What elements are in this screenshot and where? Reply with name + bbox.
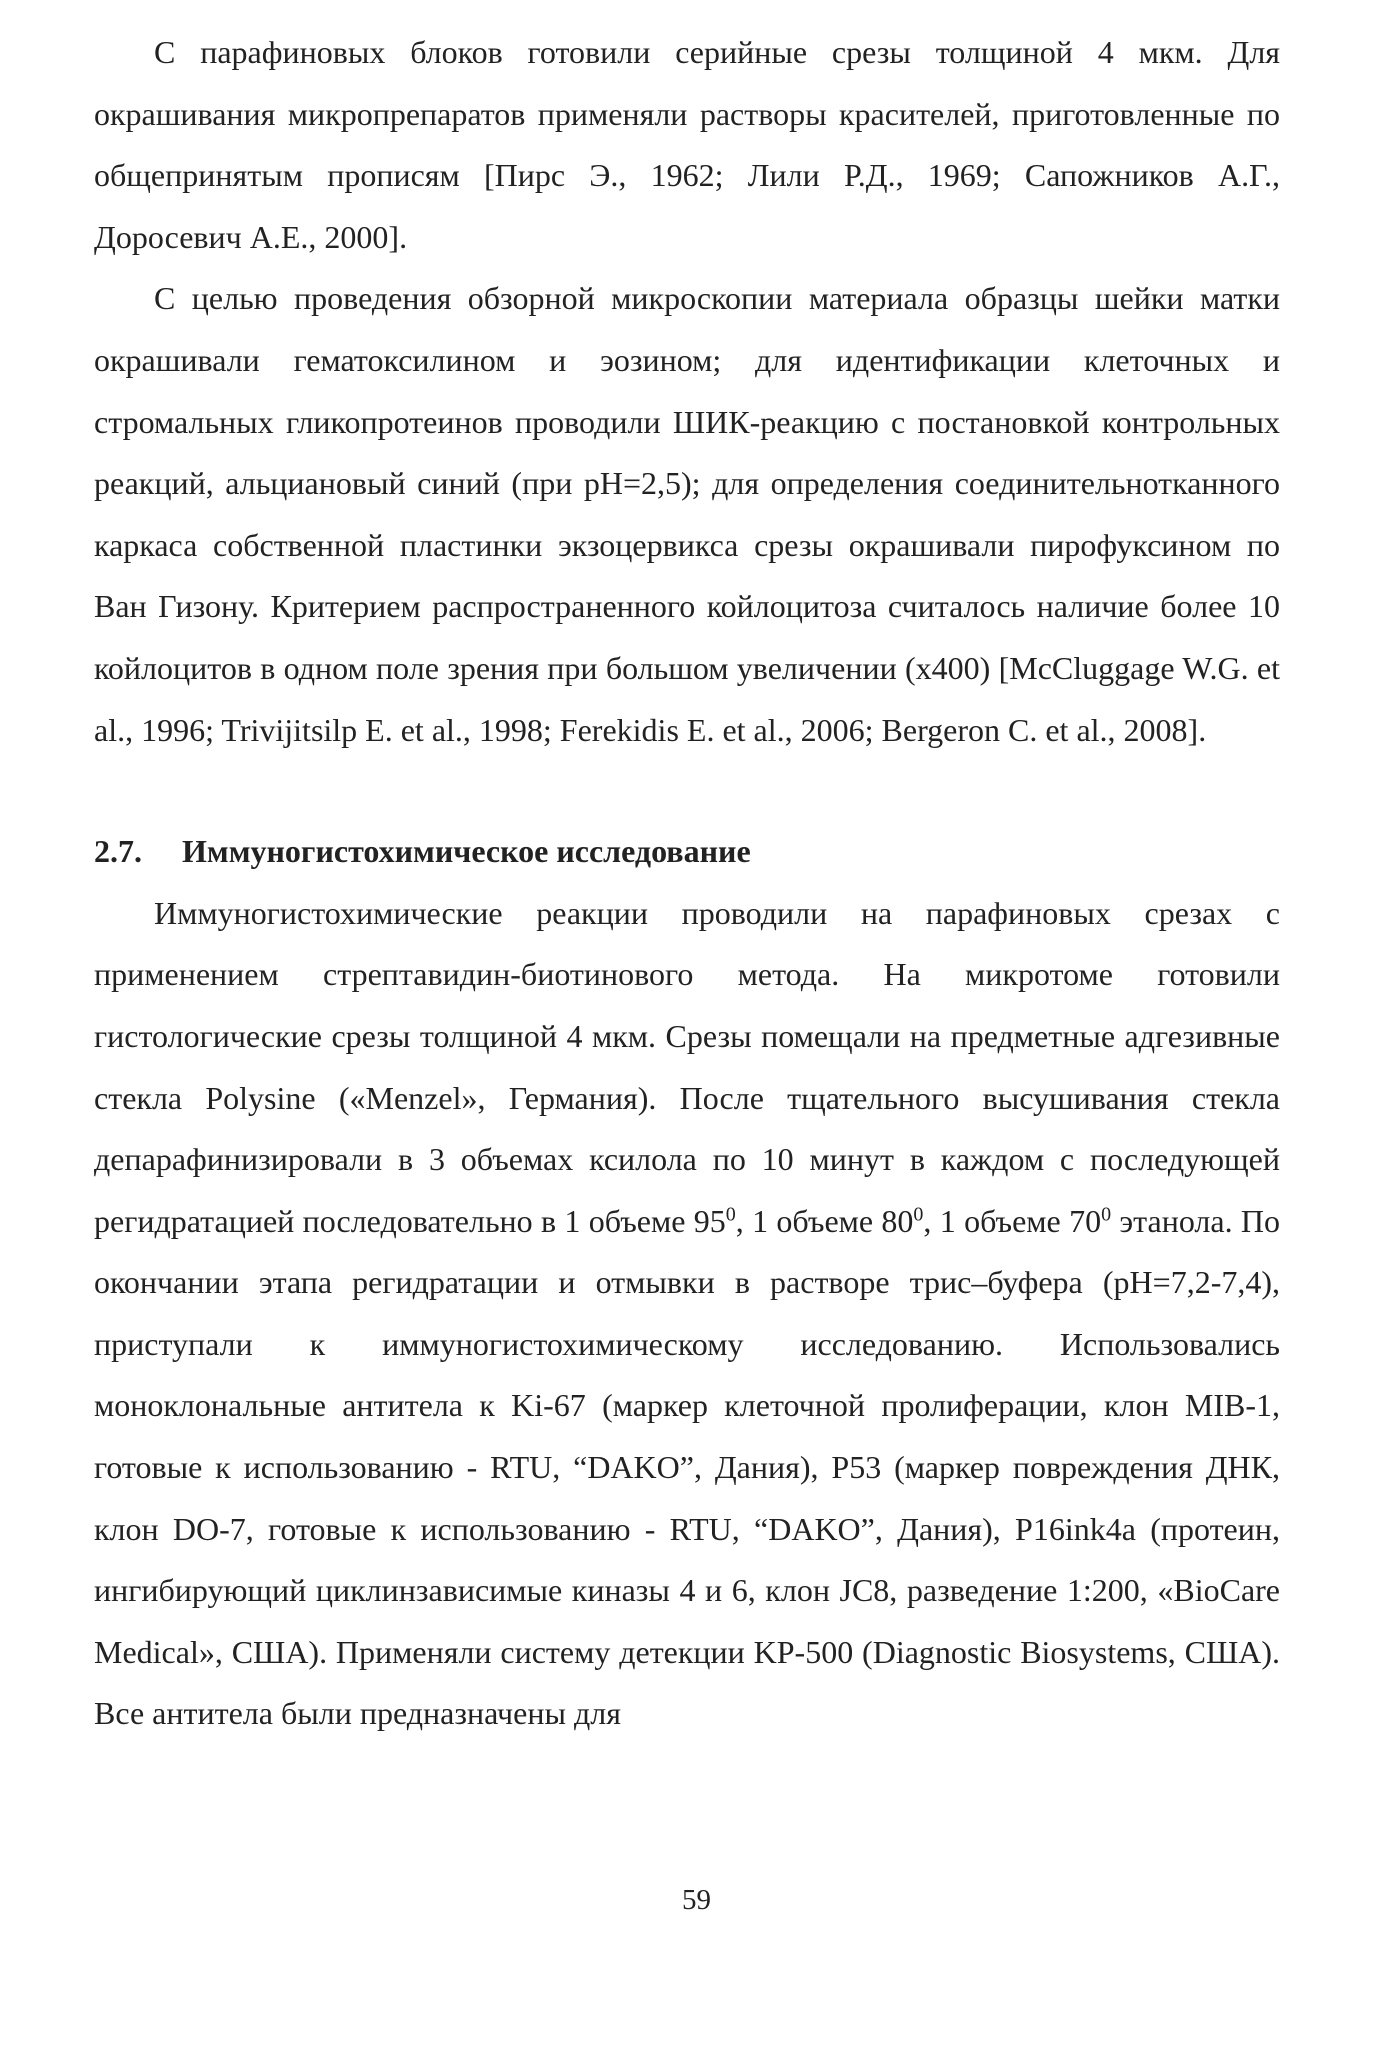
paragraph-ihc-part-1: Иммуногистохимические реакции проводили на парафиновых срезах с применением стрептавидин-биотинового метода. На микротоме готовили гистологические срезы толщиной 4 мкм. Срезы помещали на предметные адгезивные стекла Polysine («Menzel», Германия). После тщательного высушивания стекла депарафинизировали в 3 объемах ксилола по 10 минут в каждом с последующей регидратацией последовательно в 1 объеме 95 — [94, 894, 1280, 1239]
paragraph-ihc-part-2: , 1 объеме 80 — [735, 1202, 914, 1239]
document-page — [94, 22, 1280, 1745]
degree-superscript-2: 0 — [913, 1203, 924, 1226]
section-title: Иммуногистохимическое исследование — [182, 833, 751, 870]
paragraph-ihc-part-4: этанола. По окончании этапа регидратации и отмывки в растворе трис–буфера (pH=7,2-7,4), приступали к иммуногистохимическому исследованию. Использовались моноклональные антитела к Ki-67 (маркер клеточной пролиферации, клон MIB-1, готовые к использованию - RTU, “DAKO”, Дания), P53 (маркер повреждения ДНК, клон DO-7, готовые к использованию - RTU, “DAKO”, Дания), P16ink4a (протеин, ингибирующий циклинзависимые киназы 4 и 6, клон JC8, разведение 1:200, «BioCare Medical», США). Применяли систему детекции KP-500 (Diagnostic Biosystems, США). Все антитела были предназначены для — [94, 1202, 1281, 1732]
paragraph-ihc-part-3: , 1 объеме 70 — [923, 1202, 1102, 1239]
page-number: 59 — [682, 1884, 711, 1916]
section-heading — [94, 821, 1280, 883]
degree-superscript-1: 0 — [725, 1203, 736, 1226]
paragraph-immunohistochemistry — [94, 883, 1280, 1745]
section-number: 2.7. — [94, 833, 142, 870]
paragraph-paraffin-sections: С парафиновых блоков готовили серийные срезы толщиной 4 мкм. Для окрашивания микропрепаратов применяли растворы красителей, приготовленные по общепринятым прописям [Пирс Э., 1962; Лили Р.Д., 1969; Сапожников А.Г., Доросевич А.Е., 2000]. — [94, 34, 1280, 255]
degree-superscript-3: 0 — [1101, 1203, 1112, 1226]
paragraph-staining-methods: С целью проведения обзорной микроскопии материала образцы шейки матки окрашивали гематоксилином и эозином; для идентификации клеточных и стромальных гликопротеинов проводили ШИК-реакцию с постановкой контрольных реакций, альциановый синий (при pH=2,5); для определения соединительнотканного каркаса собственной пластинки экзоцервикса срезы окрашивали пирофуксином по Ван Гизону. Критерием распространенного койлоцитоза считалось наличие более 10 койлоцитов в одном поле зрения при большом увеличении (x400) [McCluggage W.G. et al., 1996; Trivijitsilp E. et al., 1998; Ferekidis E. et al., 2006; Bergeron C. et al., 2008]. — [94, 280, 1280, 748]
